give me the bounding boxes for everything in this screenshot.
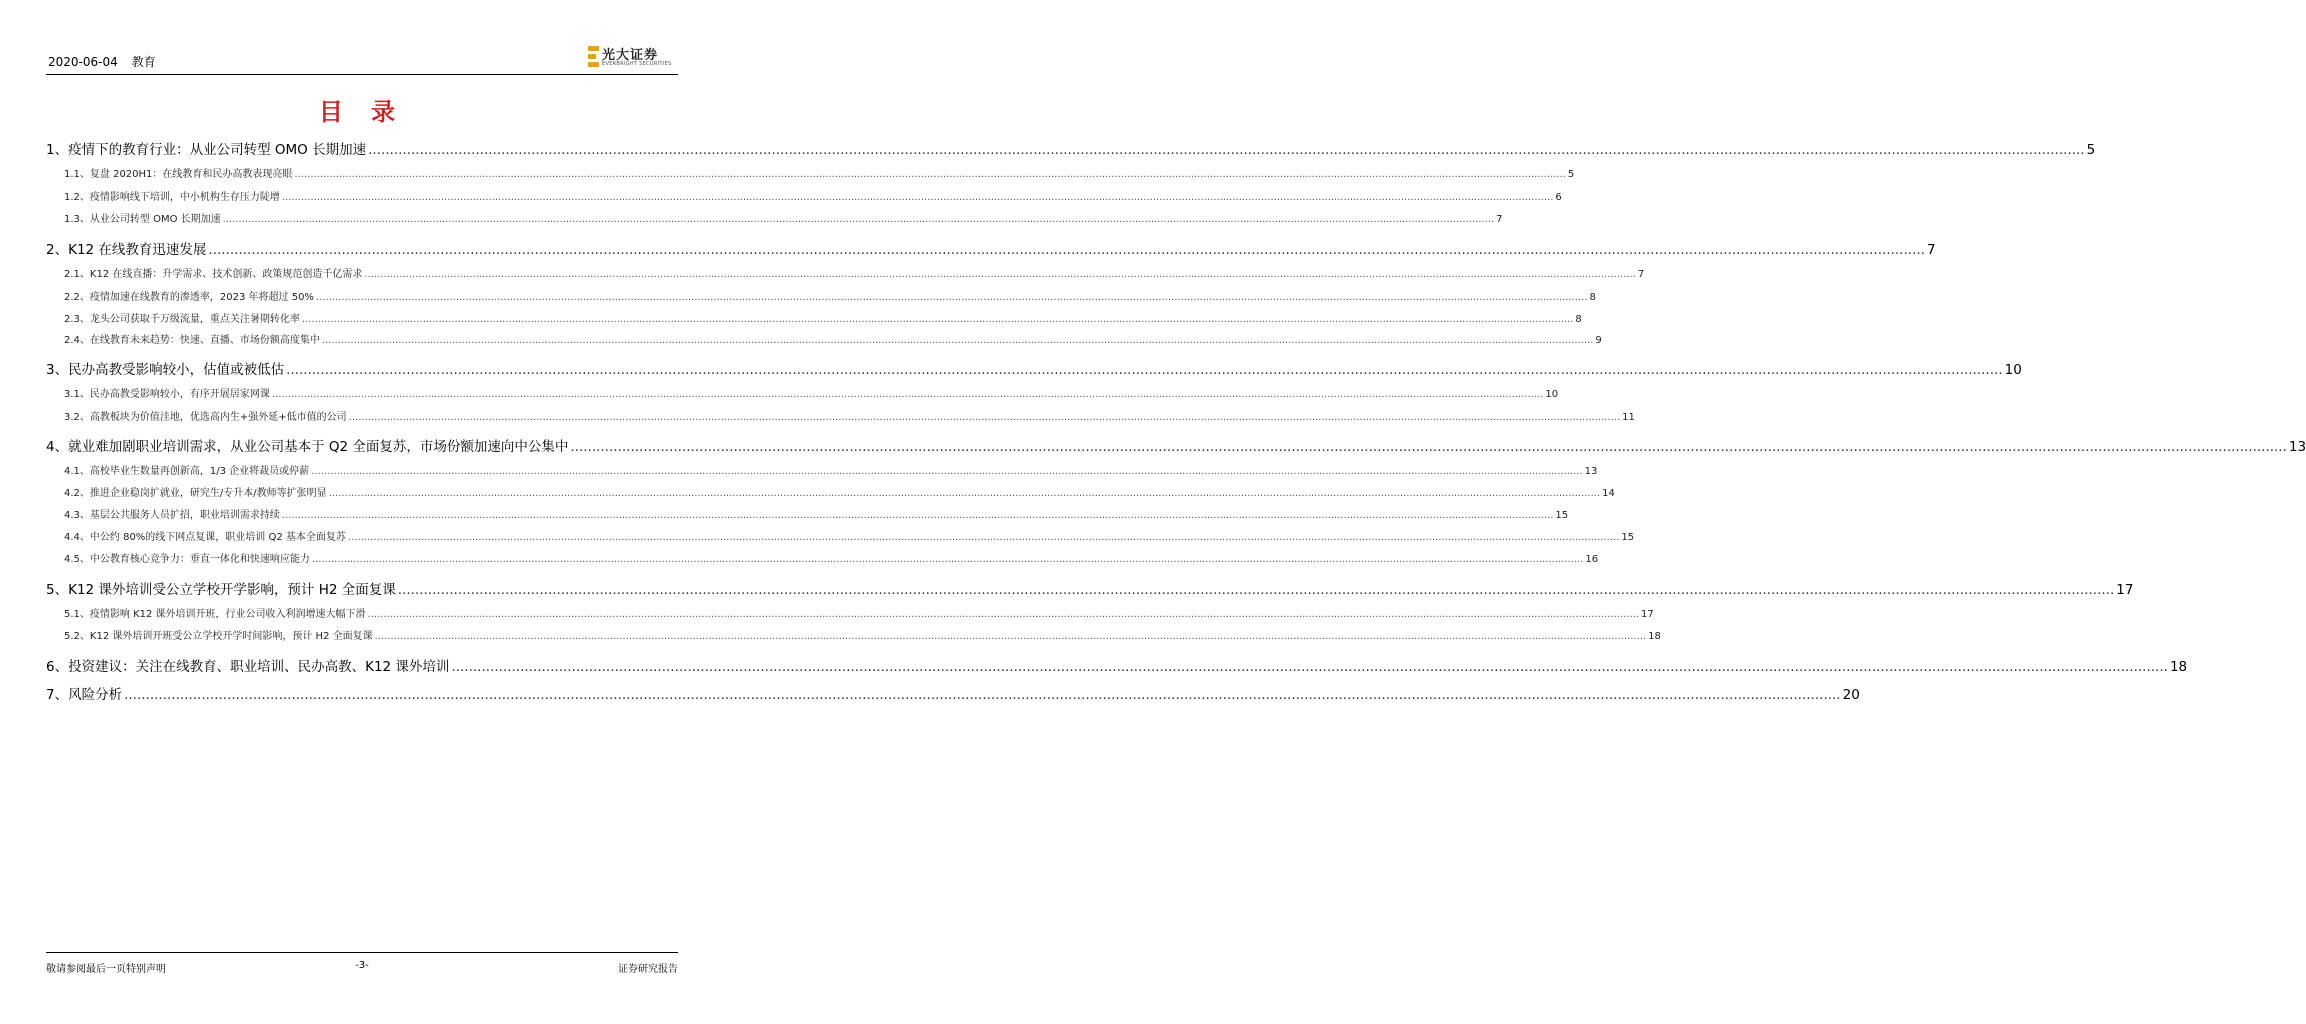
toc-entry-page: 7 [1496, 214, 1503, 225]
toc-entry[interactable] [46, 435, 2306, 455]
toc-entry-number: 2.4、 [64, 335, 90, 346]
toc-entry-title: 基层公共服务人员扩招，职业培训需求持续 [89, 510, 280, 521]
toc-entry[interactable] [46, 605, 1654, 620]
page-number: -3- [355, 960, 369, 971]
toc-entry-title: 高校毕业生数量再创新高，1/3 企业将裁员或停薪 [89, 466, 310, 477]
toc-entry[interactable] [46, 550, 1599, 565]
toc-entry-page: 18 [1648, 631, 1661, 642]
toc-entry-title: 投资建议：关注在线教育、职业培训、民办高教、K12 课外培训 [68, 659, 450, 675]
toc-entry-page: 20 [1842, 687, 1860, 703]
toc-entry[interactable] [46, 627, 1661, 642]
toc-entry-title: 中公约 80%的线下网点复课，职业培训 Q2 基本全面复苏 [89, 532, 346, 543]
toc-entry-page: 14 [1602, 488, 1615, 499]
toc-entry-page: 8 [1575, 314, 1582, 325]
toc-entry[interactable] [46, 484, 1615, 499]
toc-entry-number: 2.3、 [64, 314, 90, 325]
toc-entry[interactable] [46, 506, 1569, 521]
toc-entry[interactable] [46, 210, 1503, 225]
toc-entry-title: 就业难加剧职业培训需求，从业公司基本于 Q2 全面复苏，市场份额加速向中公集中 [68, 439, 569, 455]
toc-entry-page: 11 [1622, 412, 1635, 423]
toc-entry-number: 1、 [46, 142, 69, 158]
toc-entry-number: 4.1、 [64, 466, 90, 477]
toc-leader-dots: ................................................................................................................................................................................................................................................................................................................................................................................................................ [328, 488, 1601, 499]
toc-entry-title: K12 课外培训开班受公立学校开学时间影响，预计 H2 全面复课 [89, 631, 373, 642]
footer-report-type: 证券研究报告 [618, 964, 678, 975]
toc-entry-page: 18 [2169, 659, 2188, 675]
toc-entry[interactable] [46, 578, 2134, 598]
toc-entry-page: 7 [1637, 269, 1645, 280]
header-info [48, 53, 156, 70]
report-category: 教育 [131, 55, 156, 69]
toc-entry-page: 10 [1545, 389, 1559, 400]
toc-leader-dots: ................................................................................................................................................................................................................................................................................................................................................................................................................ [364, 269, 1636, 280]
toc-entry-page: 6 [1555, 192, 1562, 203]
toc-entry[interactable] [46, 385, 1559, 400]
toc-leader-dots: ................................................................................................................................................................................................................................................................................................................................................................................................................ [347, 532, 1620, 543]
toc-entry-number: 3.1、 [64, 389, 90, 400]
toc-leader-dots: ................................................................................................................................................................................................................................................................................................................................................................................................................ [301, 314, 1574, 325]
toc-entry-title: 从业公司转型 OMO 长期加速 [89, 214, 221, 225]
toc-leader-dots: ................................................................................................................................................................................................................................................................................................................................................................................................................ [348, 412, 1621, 423]
toc-entry-number: 4.3、 [64, 510, 90, 521]
toc-entry-page: 5 [1567, 169, 1575, 180]
toc-entry[interactable] [46, 238, 1936, 258]
toc-entry-number: 2.2、 [64, 292, 90, 303]
toc-entry-title: 民办高教受影响较小，估值或被低估 [68, 362, 285, 378]
toc-entry[interactable] [46, 310, 1582, 325]
toc-entry-number: 6、 [46, 659, 69, 675]
toc-entry-page: 13 [2288, 439, 2306, 455]
toc-entry[interactable] [46, 165, 1575, 180]
toc-leader-dots: ................................................................................................................................................................................................................................................................................................................................................................................................................ [311, 466, 1583, 477]
toc-entry-number: 5.2、 [64, 631, 90, 642]
toc-leader-dots: ................................................................................................................................................................................................................................................................................................................................................................................................................ [367, 609, 1640, 620]
toc-entry[interactable] [46, 188, 1562, 203]
toc-entry-number: 2、 [46, 242, 69, 258]
brand-logo [588, 44, 678, 72]
toc-entry-number: 1.1、 [64, 169, 90, 180]
toc-entry[interactable] [46, 331, 1602, 346]
toc-entry-page: 10 [2004, 362, 2022, 378]
toc-entry-page: 7 [1926, 242, 1936, 258]
toc-leader-dots: ................................................................................................................................................................................................................................................................................................................................................................................................................ [374, 631, 1647, 642]
header-divider [46, 74, 678, 75]
toc-entry-number: 5.1、 [64, 609, 90, 620]
brand-name: 光大证券 [602, 48, 659, 63]
toc-leader-dots: ................................................................................................................................................................................................................................................................................................................................................................................................................ [570, 439, 2287, 455]
brand-subtitle: EVERBRIGHT SECURITIES [602, 61, 672, 67]
toc-leader-dots: ................................................................................................................................................................................................................................................................................................................................................................................................................ [281, 510, 1554, 521]
footer-disclaimer: 敬请参阅最后一页特别声明 [46, 964, 166, 975]
toc-leader-dots: ................................................................................................................................................................................................................................................................................................................................................................................................................ [368, 142, 2085, 158]
toc-entry-number: 7、 [46, 687, 69, 703]
toc-entry-title: 疫情影响线下培训，中小机构生存压力陡增 [89, 192, 280, 203]
toc-entry-number: 4.2、 [64, 488, 90, 499]
footer-divider [46, 952, 678, 953]
toc-leader-dots: ................................................................................................................................................................................................................................................................................................................................................................................................................ [286, 362, 2003, 378]
toc-entry-title: K12 课外培训受公立学校开学影响，预计 H2 全面复课 [68, 582, 396, 598]
toc-entry-number: 3、 [46, 362, 69, 378]
toc-entry-title: 龙头公司获取千万级流量，重点关注暑期转化率 [89, 314, 300, 325]
toc-entry-title: K12 在线直播：升学需求、技术创新、政策规范创造千亿需求 [89, 269, 363, 280]
toc-entry-page: 9 [1595, 335, 1602, 346]
toc-entry-number: 4.4、 [64, 532, 90, 543]
toc-entry[interactable] [46, 408, 1635, 423]
toc-entry-title: 高教板块为价值洼地，优选高内生+强外延+低市值的公司 [89, 412, 347, 423]
toc-entry[interactable] [46, 655, 2188, 675]
toc-leader-dots: ................................................................................................................................................................................................................................................................................................................................................................................................................ [311, 554, 1584, 565]
toc-entry-page: 5 [2086, 142, 2096, 158]
toc-entry[interactable] [46, 683, 1860, 703]
toc-entry-page: 13 [1584, 466, 1598, 477]
toc-leader-dots: ................................................................................................................................................................................................................................................................................................................................................................................................................ [124, 687, 1841, 703]
toc-leader-dots: ................................................................................................................................................................................................................................................................................................................................................................................................................ [222, 214, 1495, 225]
toc-entry-page: 17 [2116, 582, 2134, 598]
toc-entry-page: 15 [1621, 532, 1635, 543]
toc-leader-dots: ................................................................................................................................................................................................................................................................................................................................................................................................................ [315, 292, 1588, 303]
toc-entry-title: 疫情加速在线教育的渗透率，2023 年将超过 50% [89, 292, 314, 303]
toc-leader-dots: ................................................................................................................................................................................................................................................................................................................................................................................................................ [397, 582, 2115, 598]
toc-leader-dots: ................................................................................................................................................................................................................................................................................................................................................................................................................ [281, 192, 1554, 203]
toc-entry-title: 推进企业稳岗扩就业，研究生/专升本/教师等扩张明显 [89, 488, 327, 499]
toc-entry-title: 疫情下的教育行业：从业公司转型 OMO 长期加速 [68, 142, 367, 158]
toc-entry-title: 在线教育未来趋势：快速、直播、市场份额高度集中 [89, 335, 320, 346]
toc-entry-page: 17 [1641, 609, 1654, 620]
toc-entry-title: 风险分析 [68, 687, 123, 703]
toc-title: 目 录 [318, 98, 406, 126]
toc-entry-page: 16 [1585, 554, 1599, 565]
brand-mark-icon [588, 46, 599, 68]
toc-entry-number: 3.2、 [64, 412, 90, 423]
toc-entry-page: 15 [1555, 510, 1569, 521]
toc-entry-number: 2.1、 [64, 269, 90, 280]
toc-entry[interactable] [46, 138, 2096, 158]
page-header [46, 50, 678, 74]
report-date: 2020-06-04 [48, 55, 118, 69]
toc-entry-number: 4、 [46, 439, 69, 455]
toc-entry-title: K12 在线教育迅速发展 [68, 242, 207, 258]
toc-entry-number: 1.2、 [64, 192, 90, 203]
toc-entry[interactable] [46, 528, 1635, 543]
toc-entry-page: 8 [1589, 292, 1596, 303]
toc-entry-number: 5、 [46, 582, 69, 598]
toc-entry[interactable] [46, 358, 2022, 378]
toc-entry[interactable] [46, 462, 1598, 477]
toc-leader-dots: ................................................................................................................................................................................................................................................................................................................................................................................................................ [271, 389, 1544, 400]
toc-entry-title: 民办高教受影响较小，有序开展居家网课 [89, 389, 270, 400]
toc-entry-title: 疫情影响 K12 课外培训开班，行业公司收入利润增速大幅下滑 [89, 609, 366, 620]
toc-leader-dots: ................................................................................................................................................................................................................................................................................................................................................................................................................ [451, 659, 2168, 675]
toc-entry[interactable] [46, 288, 1596, 303]
toc-entry[interactable] [46, 265, 1645, 280]
toc-entry-number: 4.5、 [64, 554, 90, 565]
toc-leader-dots: ................................................................................................................................................................................................................................................................................................................................................................................................................ [294, 169, 1566, 180]
toc-leader-dots: ................................................................................................................................................................................................................................................................................................................................................................................................................ [321, 335, 1594, 346]
toc-entry-title: 复盘 2020H1：在线教育和民办高教表现亮眼 [89, 169, 293, 180]
toc-leader-dots: ................................................................................................................................................................................................................................................................................................................................................................................................................ [208, 242, 1925, 258]
toc-entry-title: 中公教育核心竞争力：垂直一体化和快速响应能力 [89, 554, 310, 565]
toc-entry-number: 1.3、 [64, 214, 90, 225]
